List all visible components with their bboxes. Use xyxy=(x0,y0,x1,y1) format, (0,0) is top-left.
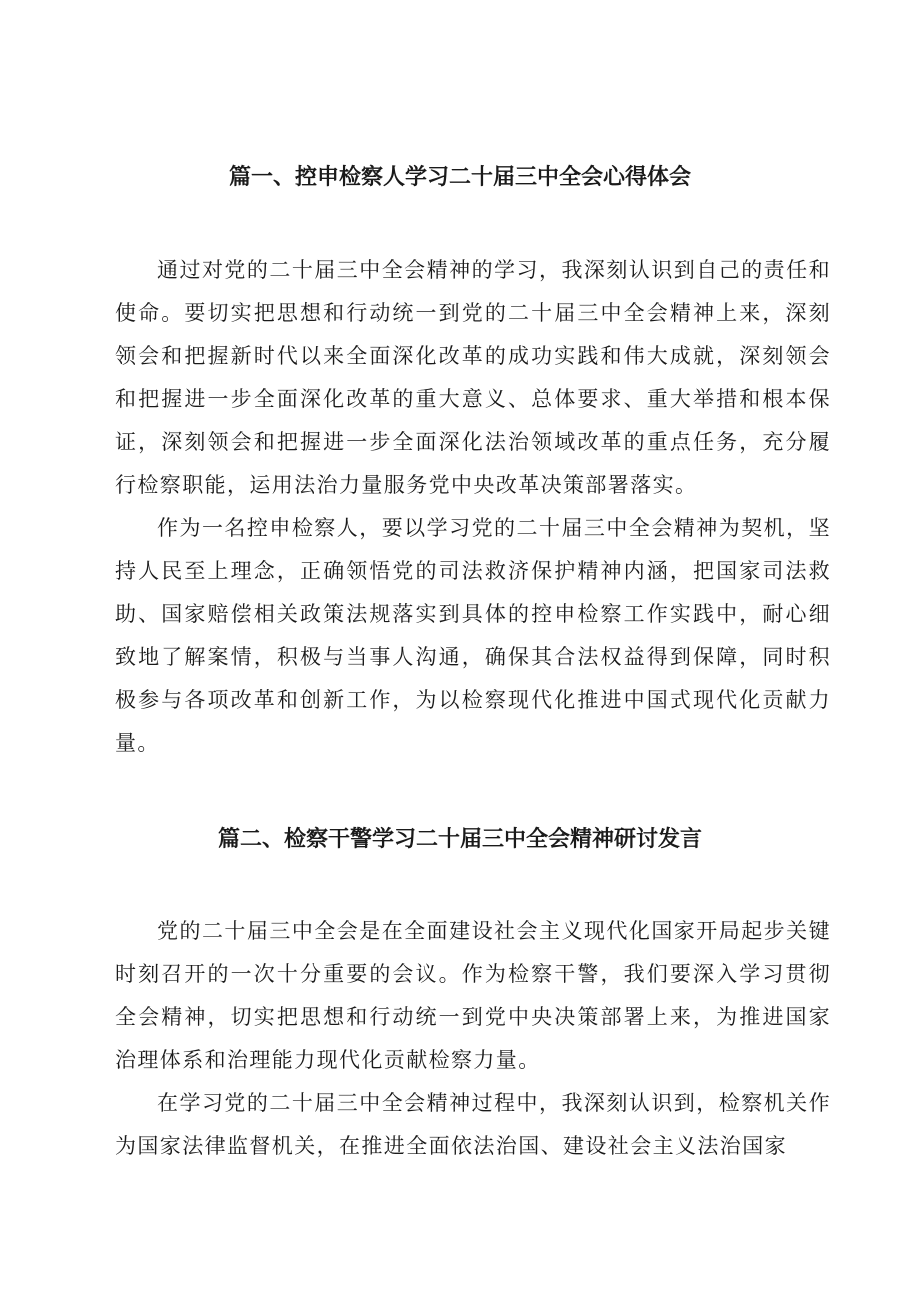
section-1-body xyxy=(115,249,831,765)
section-2-paragraph-1: 党的二十届三中全会是在全面建设社会主义现代化国家开局起步关键时刻召开的一次十分重要的会议。作为检察干警，我们要深入学习贯彻全会精神，切实把思想和行动统一到党中央决策部署上来，为推进国家治理体系和治理能力现代化贡献检察力量。 xyxy=(115,919,831,1072)
section-2-paragraph-2: 在学习党的二十届三中全会精神过程中，我深刻认识到，检察机关作为国家法律监督机关，在推进全面依法治国、建设社会主义法治国家 xyxy=(115,1091,831,1158)
section-2-title: 篇二、检察干警学习二十届三中全会精神研讨发言 xyxy=(217,827,702,852)
section-1-paragraph-1: 通过对党的二十届三中全会精神的学习，我深刻认识到自己的责任和使命。要切实把思想和行动统一到党的二十届三中全会精神上来，深刻领会和把握新时代以来全面深化改革的成功实践和伟大成就，深刻领会和把握进一步全面深化改革的重大意义、总体要求、重大举措和根本保证，深刻领会和把握进一步全面深化法治领域改革的重点任务，充分履行检察职能，运用法治力量服务党中央改革决策部署落实。 xyxy=(115,258,831,497)
section-2-body xyxy=(115,910,831,1168)
section-1-paragraph-2: 作为一名控申检察人，要以学习党的二十届三中全会精神为契机，坚持人民至上理念，正确领悟党的司法救济保护精神内涵，把国家司法救助、国家赔偿相关政策法规落实到具体的控申检察工作实践中，耐心细致地了解案情，积极与当事人沟通，确保其合法权益得到保障，同时积极参与各项改革和创新工作，为以检察现代化推进中国式现代化贡献力量。 xyxy=(115,516,831,755)
section-1-title: 篇一、控申检察人学习二十届三中全会心得体会 xyxy=(228,165,691,190)
